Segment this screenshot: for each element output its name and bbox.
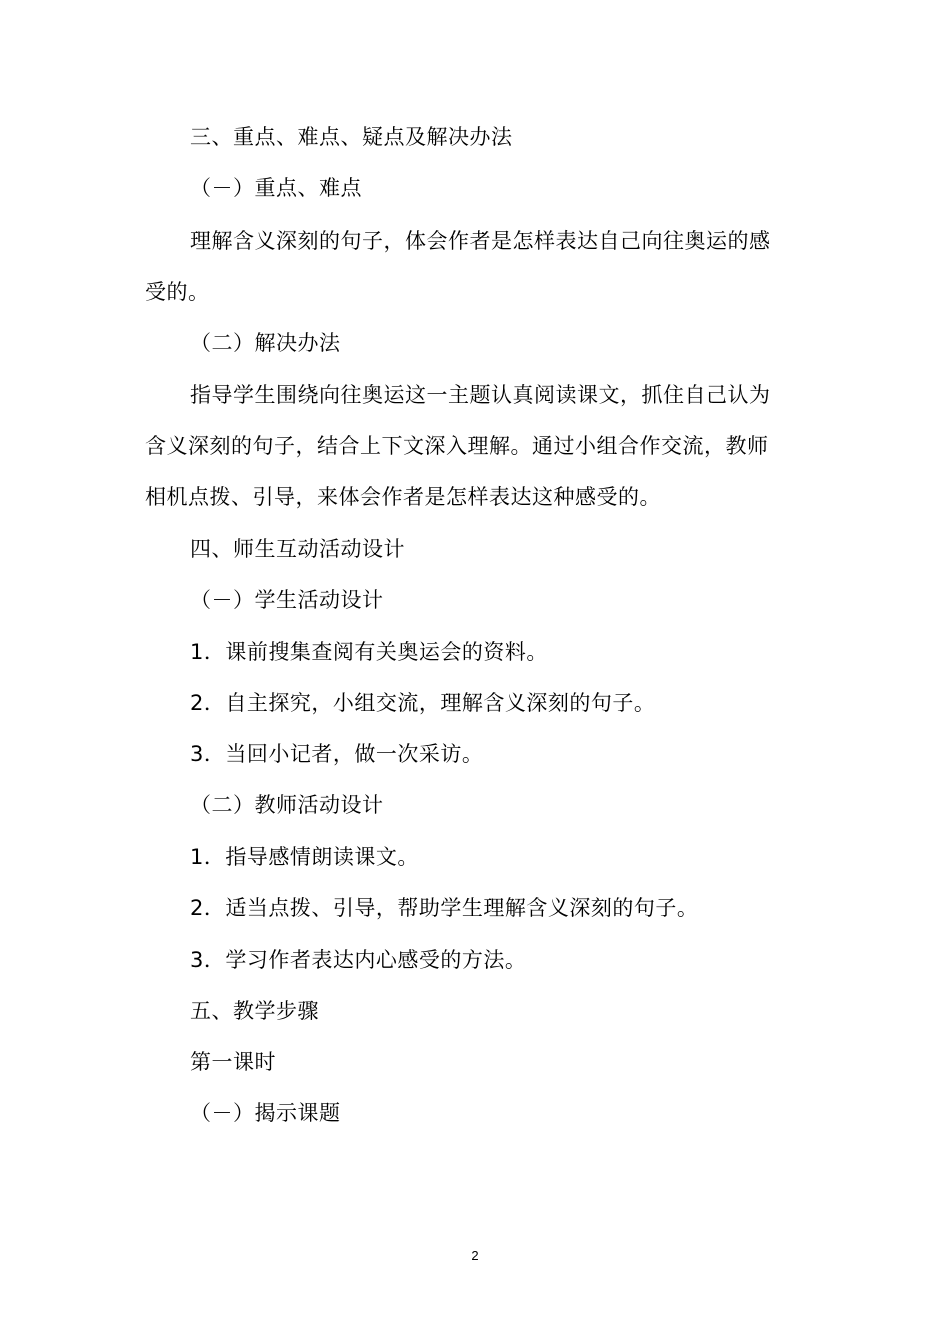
paragraph-line: 相机点拨、引导，来体会作者是怎样表达这种感受的。 [145,485,661,509]
subheading-solutions: （二）解决办法 [190,331,341,355]
subheading-student-activities: （－）学生活动设计 [190,588,384,612]
list-item: 2．自主探究，小组交流，理解含义深刻的句子。 [190,691,656,715]
paragraph-line: 指导学生围绕向往奥运这一主题认真阅读课文，抓住自己认为 [190,383,771,407]
subheading-teacher-activities: （二）教师活动设计 [190,793,384,817]
subheading-reveal-topic: （－）揭示课题 [190,1101,341,1125]
list-item: 3．学习作者表达内心感受的方法。 [190,948,527,972]
section-heading-5: 五、教学步骤 [190,999,319,1023]
paragraph-line: 含义深刻的句子，结合上下文深入理解。通过小组合作交流，教师 [145,434,769,458]
lesson-heading: 第一课时 [190,1050,276,1074]
list-item: 2．适当点拨、引导，帮助学生理解含义深刻的句子。 [190,896,699,920]
list-item: 3．当回小记者，做一次采访。 [190,742,484,766]
section-heading-3: 三、重点、难点、疑点及解决办法 [190,125,513,149]
list-item: 1．课前搜集查阅有关奥运会的资料。 [190,640,548,664]
section-heading-4: 四、师生互动活动设计 [190,537,405,561]
paragraph-line: 受的。 [145,280,210,304]
page-number: 2 [471,1248,479,1263]
list-item: 1．指导感情朗读课文。 [190,845,419,869]
subheading-key-points: （－）重点、难点 [190,176,362,200]
paragraph-line: 理解含义深刻的句子，体会作者是怎样表达自己向往奥运的感 [190,229,771,253]
